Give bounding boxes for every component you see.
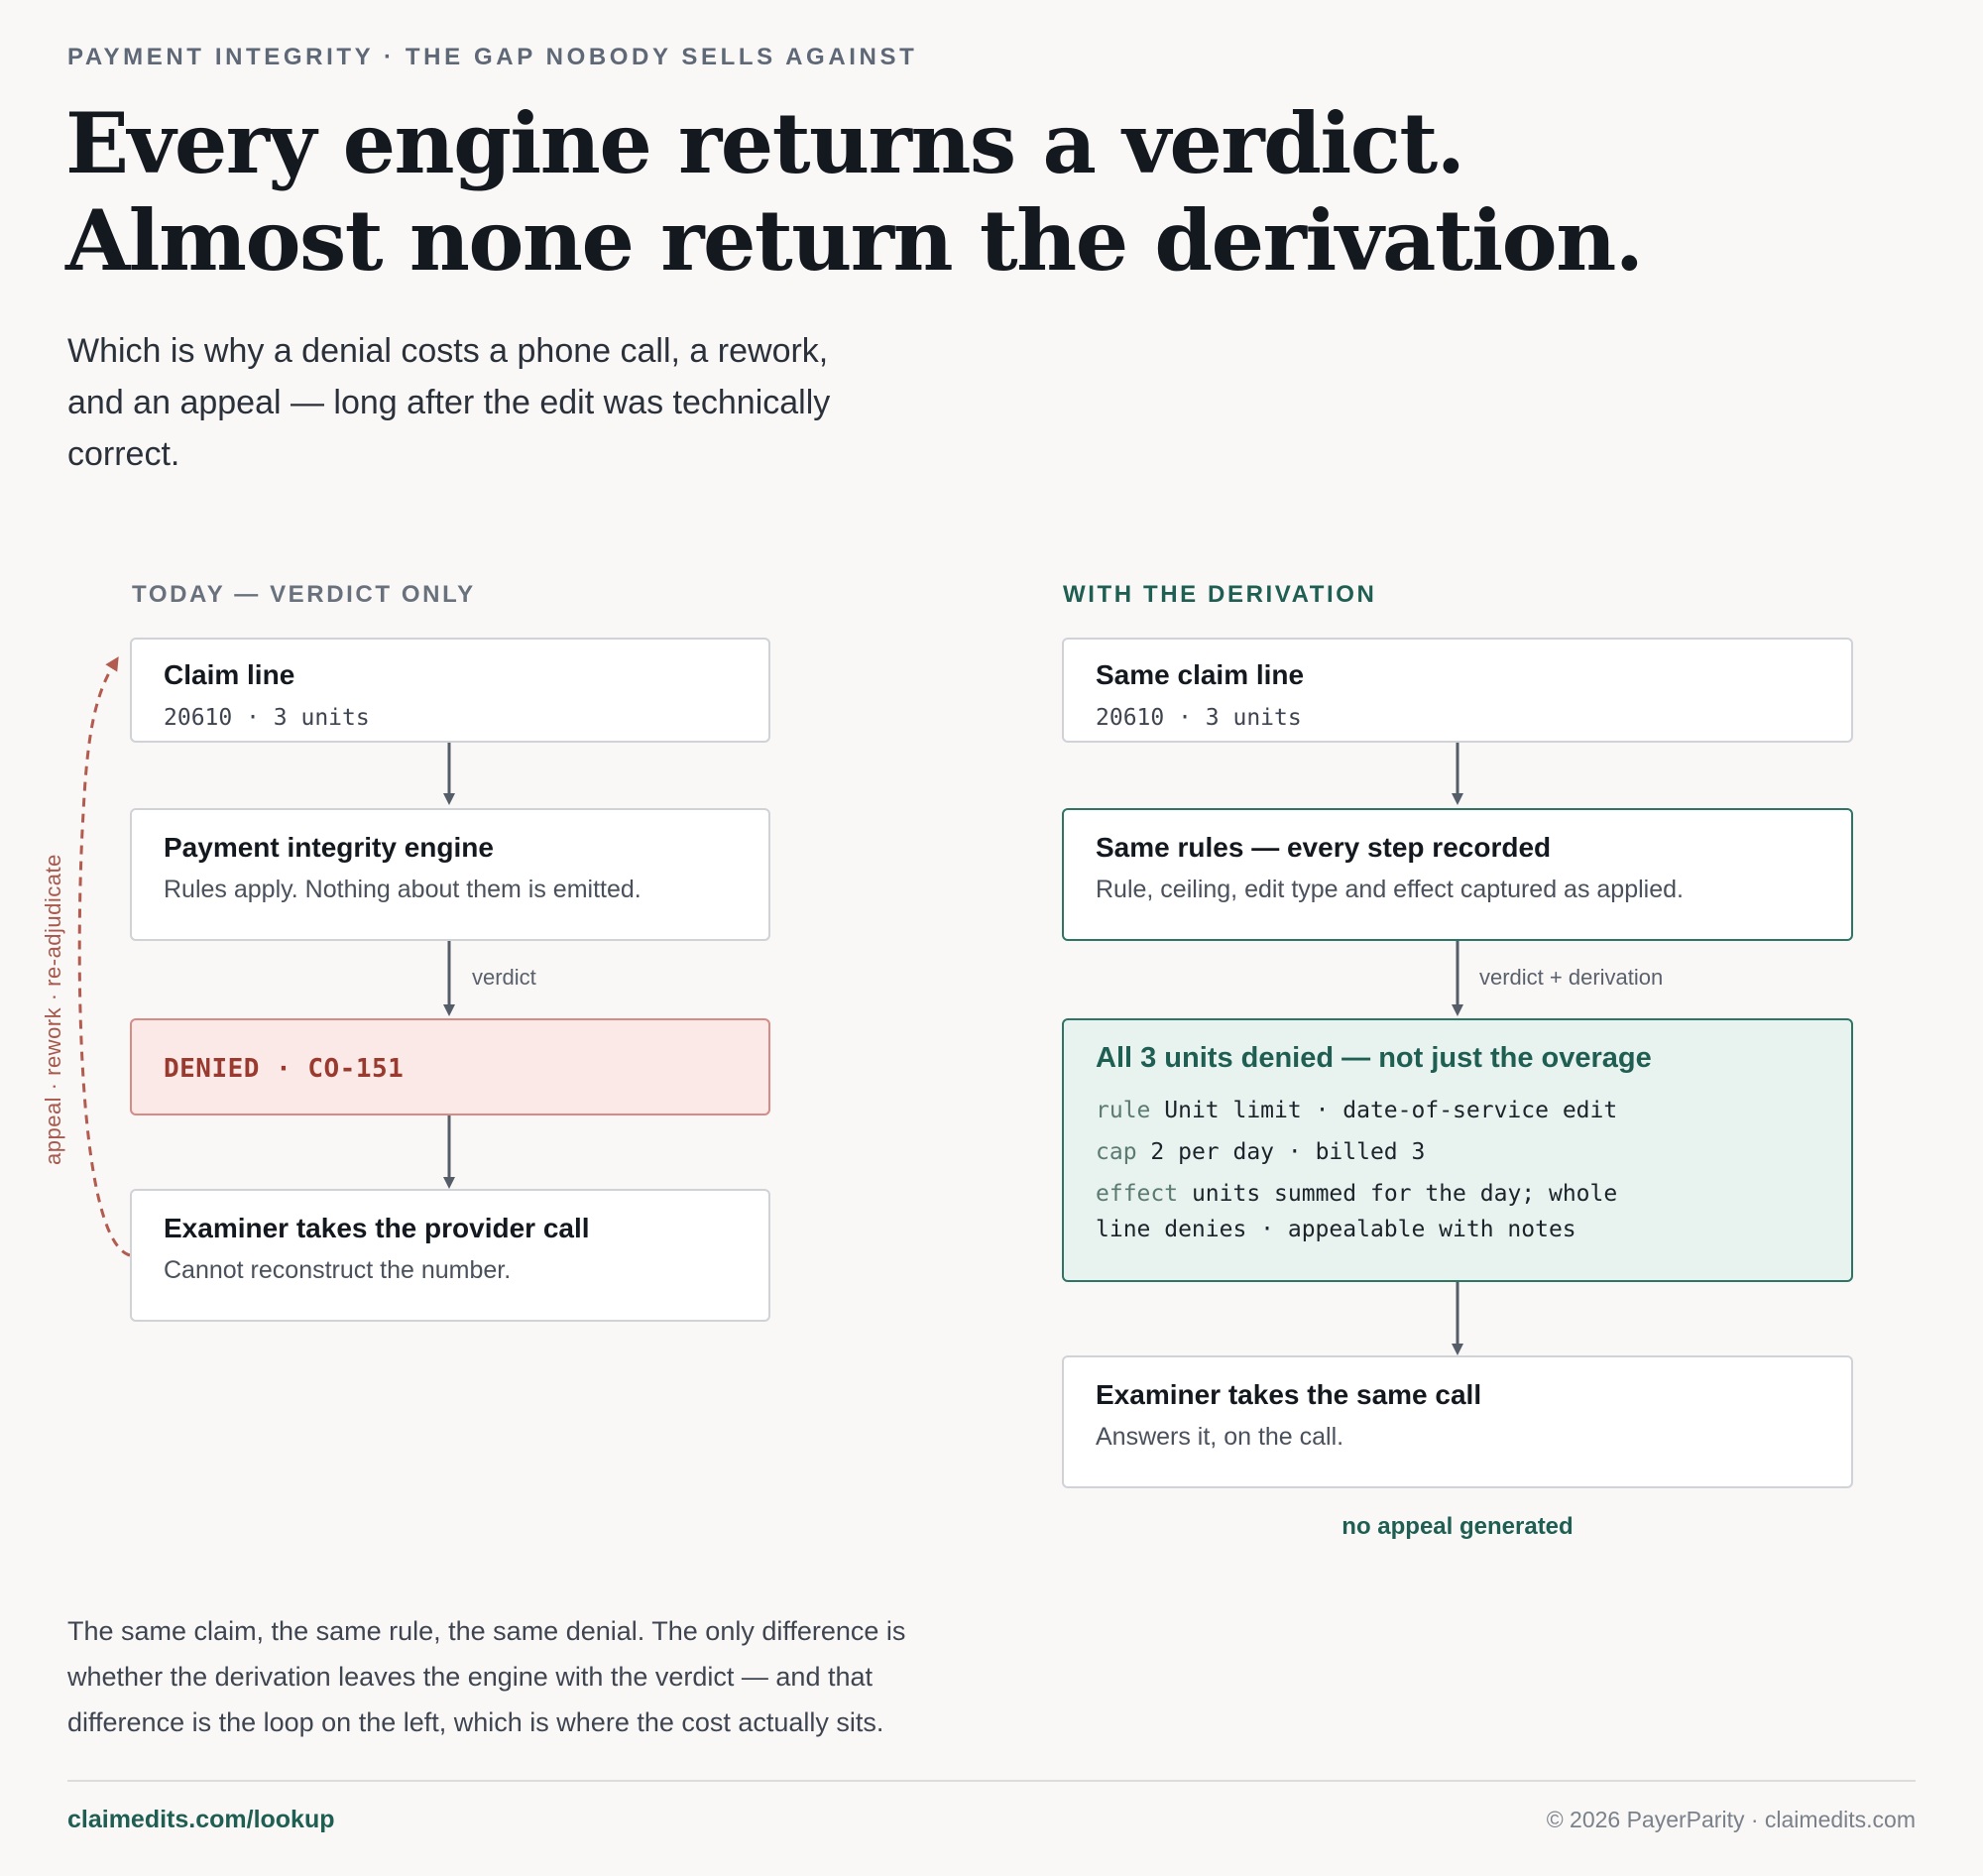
right-examiner-title: Examiner takes the same call (1096, 1379, 1482, 1410)
derivation-effect-row-2 (1096, 1212, 1819, 1247)
right-rules-title: Same rules — every step recorded (1096, 832, 1552, 863)
derivation-effect-value-1: units summed for the day; whole (1191, 1181, 1618, 1207)
derivation-effect-row (1096, 1176, 1819, 1212)
right-examiner-box (1062, 1355, 1853, 1488)
headline-line-2: Almost none return the derivation. (65, 191, 1643, 290)
derivation-rule-key: rule (1096, 1098, 1151, 1123)
loop-label: appeal · rework · re-adjudicate (41, 854, 65, 1165)
denied-box (130, 1018, 770, 1115)
derivation-cap-value: 2 per day · billed 3 (1150, 1139, 1426, 1165)
derivation-effect-key: effect (1096, 1181, 1179, 1207)
appeal-loop-arrow (79, 662, 130, 1255)
right-claim-title: Same claim line (1096, 659, 1305, 690)
left-claim-code: 20610 · 3 units (164, 705, 370, 731)
derivation-result-box (1062, 1018, 1853, 1282)
left-examiner-box (130, 1189, 770, 1322)
left-edge-label: verdict (472, 965, 536, 990)
derivation-rule-value: Unit limit · date-of-service edit (1164, 1098, 1618, 1123)
right-rules-box (1062, 808, 1853, 941)
right-examiner-sub: Answers it, on the call. (1096, 1423, 1344, 1451)
footer-lookup-link[interactable]: claimedits.com/lookup (67, 1806, 335, 1833)
derivation-effect-value-2: line denies · appealable with notes (1096, 1217, 1576, 1242)
headline (65, 95, 1643, 290)
lede-paragraph: Which is why a denial costs a phone call, a rework, and an appeal — long after the edit was technically correct. (67, 332, 831, 473)
derivation-cap-row (1096, 1134, 1819, 1170)
derivation-cap-key: cap (1096, 1139, 1137, 1165)
left-engine-sub: Rules apply. Nothing about them is emitted. (164, 876, 642, 903)
right-rules-sub: Rule, ceiling, edit type and effect captured as applied. (1096, 876, 1684, 903)
right-column-title: WITH THE DERIVATION (1063, 581, 1377, 608)
derivation-rule-row (1096, 1093, 1819, 1128)
caption-paragraph: The same claim, the same rule, the same denial. The only difference is whether the derivation leaves the engine with the verdict — and that difference is the loop on the left, which is where the cost actually sits. (67, 1616, 906, 1737)
right-edge-label: verdict + derivation (1479, 965, 1664, 990)
denied-code: DENIED · CO-151 (164, 1054, 405, 1084)
right-claim-box (1062, 638, 1853, 743)
left-claim-title: Claim line (164, 659, 295, 690)
eyebrow: PAYMENT INTEGRITY · THE GAP NOBODY SELLS AGAINST (67, 44, 918, 70)
outcome-label: no appeal generated (1341, 1513, 1574, 1540)
right-claim-code: 20610 · 3 units (1096, 705, 1302, 731)
left-engine-box (130, 808, 770, 941)
left-engine-title: Payment integrity engine (164, 832, 494, 863)
left-claim-box (130, 638, 770, 743)
left-column-title: TODAY — VERDICT ONLY (132, 581, 476, 608)
footer-copyright: © 2026 PayerParity · claimedits.com (1546, 1807, 1916, 1832)
derivation-result-title: All 3 units denied — not just the overage (1096, 1042, 1652, 1074)
headline-line-1: Every engine returns a verdict. (65, 94, 1464, 192)
footer-divider (67, 1780, 1916, 1782)
left-examiner-sub: Cannot reconstruct the number. (164, 1256, 512, 1284)
left-examiner-title: Examiner takes the provider call (164, 1213, 590, 1243)
derivation-rows (1096, 1093, 1819, 1247)
